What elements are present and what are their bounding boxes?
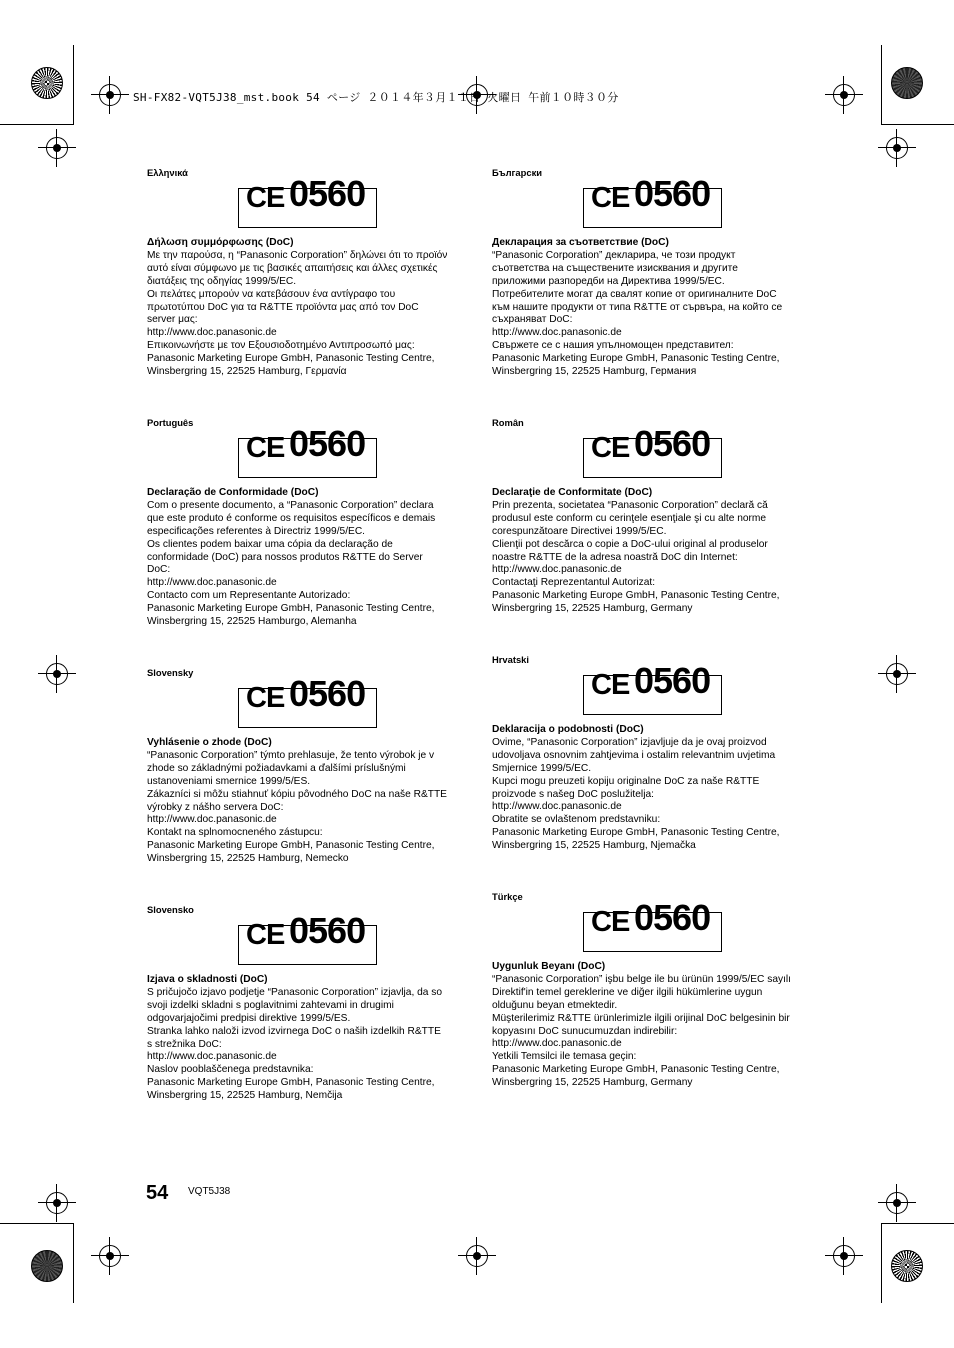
doc-body: “Panasonic Corporation” týmto prehlasuje, že tento výrobok je v zhode so základnými požiadavkami a ďalšími príslušnými ustanoveniami smernice 1999/5/ES. Zákazníci si môžu stiahnuť kópiu pôvodného DoC na naše R&TTE výrobky z nášho servera DoC: http://www.doc.panasonic.de Kontakt na splnomocneného zástupcu: Panasonic Marketing Europe GmbH, Panasonic Testing Centre, Winsbergring 15, 22525 Hamburg, Nemecko — [147, 749, 447, 865]
language-heading: Român — [492, 417, 524, 428]
crop-line — [73, 45, 74, 125]
doc-section-slovak — [147, 667, 477, 866]
crop-line — [0, 124, 73, 125]
notified-body-number: 0560 — [634, 173, 711, 214]
notified-body-number: 0560 — [289, 673, 366, 714]
doc-section-slovenian — [147, 904, 477, 1103]
crosshair-mark-left-top — [46, 137, 68, 159]
ce-symbol: CE — [591, 669, 630, 701]
notified-body-number: 0560 — [289, 910, 366, 951]
document-code: VQT5J38 — [188, 1186, 231, 1197]
crop-line — [881, 124, 954, 125]
ce-mark — [583, 897, 722, 952]
ce-mark — [238, 173, 377, 228]
page-number: 54 — [146, 1182, 169, 1204]
doc-section-romanian — [492, 417, 822, 616]
ce-symbol: CE — [246, 432, 285, 464]
crosshair-mark-bottom-right — [833, 1245, 855, 1267]
crosshair-mark-right-top — [886, 137, 908, 159]
doc-title: Declaraţie de Conformitate (DoC) — [492, 487, 653, 498]
language-heading: Português — [147, 417, 194, 428]
crosshair-mark-top-left — [99, 84, 121, 106]
doc-title: Vyhlásenie o zhode (DoC) — [147, 737, 272, 748]
language-heading: Türkçe — [492, 891, 523, 902]
language-heading: Hrvatski — [492, 654, 530, 665]
doc-body: “Panasonic Corporation” işbu belge ile bu ürünün 1999/5/EC sayılı Direktif'in temel gereklerine ve diğer ilgili hükümlerine uygun olduğunu beyan etmektedir. Müşterilerimiz R&TTE ürünlerimizle ilgili orijinal DoC belgesinin bir kopyasını DoC sunucumuzdan indirebilir: http://www.doc.panasonic.de Yetkili Temsilci ile temasa geçin: Panasonic Marketing Europe GmbH, Panasonic Testing Centre, Winsbergring 15, 22525 Hamburg, Germany — [492, 973, 792, 1089]
ce-symbol: CE — [591, 906, 630, 938]
doc-title: Δήλωση συμμόρφωσης (DoC) — [147, 237, 294, 248]
ce-mark — [583, 423, 722, 478]
doc-section-greek — [147, 167, 477, 379]
doc-section-portuguese — [147, 417, 477, 629]
ce-mark — [238, 423, 377, 478]
ce-mark — [238, 910, 377, 965]
language-heading: Български — [492, 167, 543, 178]
doc-body: Com o presente documento, a “Panasonic Corporation” declara que este produto é conforme os requisitos específicos e demais especificações referentes à Directriz 1999/5/EC. Os clientes podem baixar uma cópia da declaração de conformidade (DoC) para nossos produtos R&TTE do Server DoC: http://www.doc.panasonic.de Contacto com um Representante Autorizado: Panasonic Marketing Europe GmbH, Panasonic Testing Centre, Winsbergring 15, 22525 Hamburgo, Alemanha — [147, 499, 436, 628]
ce-symbol: CE — [591, 432, 630, 464]
notified-body-number: 0560 — [289, 423, 366, 464]
doc-title: Декларация за съответствие (DoC) — [492, 237, 669, 248]
doc-body: Ovime, “Panasonic Corporation” izjavljuje da je ovaj proizvod udovoljava osnovnim zahtjevima i ostalim relevantnim uvjetima Smjernice 1999/5/EC. Kupci mogu preuzeti kopiju originalne DoC za naše R&TTE proizvode s našeg DoC poslužitelja: http://www.doc.panasonic.de Obratite se ovlaštenom predstavniku: Panasonic Marketing Europe GmbH, Panasonic Testing Centre, Winsbergring 15, 22525 Hamburg, Njemačka — [492, 736, 780, 852]
language-heading: Slovensky — [147, 667, 194, 678]
notified-body-number: 0560 — [289, 173, 366, 214]
crosshair-mark-bottom-left — [99, 1245, 121, 1267]
ce-mark — [583, 173, 722, 228]
doc-title: Deklaracija o podobnosti (DoC) — [492, 724, 644, 735]
crosshair-mark-right-middle — [886, 663, 908, 685]
crop-line — [881, 1223, 954, 1224]
notified-body-number: 0560 — [634, 423, 711, 464]
doc-section-turkish — [492, 891, 822, 1090]
crosshair-mark-left-bottom — [46, 1192, 68, 1214]
ce-mark — [238, 673, 377, 728]
crop-line — [881, 1223, 882, 1303]
doc-body: “Panasonic Corporation” декларира, че този продукт съответства на съществените изисквания и другите приложими разпоредби на Директива 1999/5/EC. Потребителите могат да свалят копие от оригиналните DoC към нашите продукти от типа R&TTE от сървъра, на който се съхраняват DoC: http://www.doc.panasonic.de Свържете се с нашия упълномощен представител: Panasonic Marketing Europe GmbH, Panasonic Testing Centre, Winsbergring 15, 22525 Hamburg, Германия — [492, 249, 783, 378]
crop-line — [0, 1223, 73, 1224]
crosshair-mark-top-right — [833, 84, 855, 106]
registration-rosette-top-right — [891, 67, 923, 99]
language-heading: Ελληνικά — [147, 167, 188, 178]
doc-section-bulgarian — [492, 167, 822, 379]
ce-symbol: CE — [591, 182, 630, 214]
crop-line — [881, 45, 882, 125]
crop-line — [73, 1223, 74, 1303]
registration-rosette-bottom-right — [891, 1250, 923, 1282]
crosshair-mark-bottom-center — [466, 1245, 488, 1267]
ce-symbol: CE — [246, 919, 285, 951]
crosshair-mark-right-bottom — [886, 1192, 908, 1214]
doc-body: Με την παρούσα, η “Panasonic Corporation” δηλώνει ότι το προϊόν αυτό είναι σύμφωνο με τις βασικές απαιτήσεις και άλλες σχετικές διατάξεις της οδηγίας 1999/5/EC. Οι πελάτες μπορούν να κατεβάσουν ένα αντίγραφο του πρωτοτύπου DoC για τα R&TTE προϊόντα μας από τον DoC server μας: http://www.doc.panasonic.de Επικοινωνήστε με τον Εξουσιοδοτημένο Αντιπροσωπό μας: Panasonic Marketing Europe GmbH, Panasonic Testing Centre, Winsbergring 15, 22525 Hamburg, Γερμανία — [147, 249, 448, 378]
doc-title: Uygunluk Beyanı (DoC) — [492, 961, 606, 972]
notified-body-number: 0560 — [634, 660, 711, 701]
ce-symbol: CE — [246, 682, 285, 714]
doc-body: Prin prezenta, societatea “Panasonic Corporation” declară că produsul este conform cu cerinţele esenţiale şi cu alte norme corespunzătoare Directivei 1999/5/EC. Clienţii pot descărca o copie a DoC-ului original al produselor noastre R&TTE de la adresa noastră DoC din Internet: http://www.doc.panasonic.de Contactaţi Reprezentantul Autorizat: Panasonic Marketing Europe GmbH, Panasonic Testing Centre, Winsbergring 15, 22525 Hamburg, Germany — [492, 499, 780, 615]
language-heading: Slovensko — [147, 904, 194, 915]
doc-title: Declaração de Conformidade (DoC) — [147, 487, 319, 498]
crosshair-mark-left-middle — [46, 663, 68, 685]
notified-body-number: 0560 — [634, 897, 711, 938]
registration-rosette-bottom-left — [31, 1250, 63, 1282]
doc-title: Izjava o skladnosti (DoC) — [147, 974, 268, 985]
registration-rosette-top-left — [31, 67, 63, 99]
book-header: SH-FX82-VQT5J38_mst.book 54 ページ ２０１４年３月１１日 火曜日 午前１０時３０分 — [133, 91, 619, 104]
doc-body: S pričujočo izjavo podjetje “Panasonic Corporation” izjavlja, da so svoji izdelki skladni s poglavitnimi zahtevami in drugimi odgovarjajočimi predpisi direktive 1999/5/ES. Stranka lahko naloži izvod izvirnega DoC o naših izdelkih R&TTE s strežnika DoC: http://www.doc.panasonic.de Naslov pooblaščenega predstavnika: Panasonic Marketing Europe GmbH, Panasonic Testing Centre, Winsbergring 15, 22525 Hamburg, Nemčija — [147, 986, 443, 1102]
ce-mark — [583, 660, 722, 715]
ce-symbol: CE — [246, 182, 285, 214]
doc-section-croatian — [492, 654, 822, 853]
